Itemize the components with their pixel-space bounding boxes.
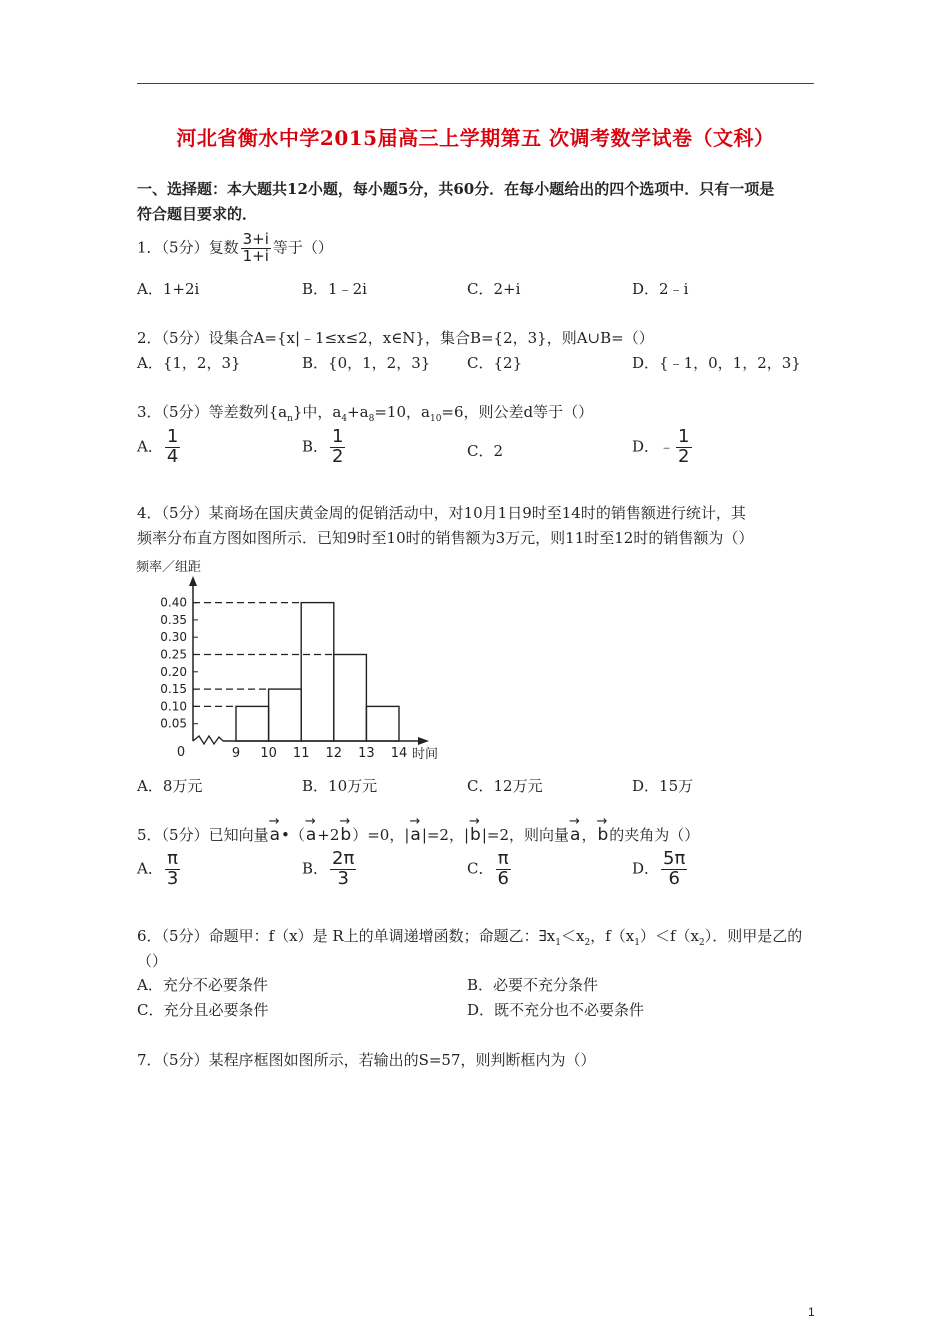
q5-text-2: •（: [281, 826, 305, 844]
q3-opt-b-frac: [330, 428, 345, 467]
q3-opt-a-num: 1: [166, 426, 179, 447]
q5-opt-d-frac: [661, 850, 687, 889]
q3-text-4: =10，a: [374, 403, 430, 421]
q6-text-5: ）．则甲是乙的: [704, 927, 803, 945]
y-tick-label-4: 0.20: [160, 664, 187, 679]
q5-vector-b-2: → b: [469, 825, 482, 845]
q5-text-6: |=2，则向量: [481, 826, 570, 844]
q5-opt-c-den: 6: [497, 867, 509, 889]
q6-sub-1: 1: [555, 938, 561, 948]
q3-text-2: }中，a: [292, 403, 342, 421]
q3-option-c: [467, 440, 503, 461]
q5-text-1: 5．（5分）已知向量: [137, 826, 269, 844]
q5-opt-b-frac: [330, 850, 356, 889]
q3-sub-4: 4: [341, 414, 348, 424]
question-1: [137, 232, 333, 265]
q5-opt-c-frac: [495, 850, 510, 889]
q3-opt-d-label: D．: [632, 437, 660, 456]
q1-option-c: C．2+i: [467, 280, 521, 298]
q5-opt-b-num: 2π: [332, 848, 355, 869]
x-axis-label: 时间: [412, 747, 439, 762]
q5-text-5: |=2，|: [421, 826, 470, 844]
q3-opt-c-label: C．: [467, 442, 494, 460]
q5-vector-a-3: → a: [409, 825, 421, 845]
q3-sub-8: 8: [368, 414, 375, 424]
question-3: [137, 401, 593, 424]
q4-option-b: B．10万元: [302, 777, 378, 795]
q5-option-b: [302, 850, 358, 889]
q2-option-d: D．{﹣1，0，1，2，3}: [632, 354, 801, 372]
q4-option-c: C．12万元: [467, 777, 543, 795]
q5-vector-b-3: → b: [596, 825, 609, 845]
q5-text-7: ，: [581, 826, 597, 844]
q3-sub-10: 10: [429, 414, 442, 424]
q5-opt-a-frac: [165, 850, 180, 889]
q5-text-3: +2: [317, 826, 340, 844]
q4-option-d: D．15万: [632, 777, 694, 795]
x-tick-label-13: 13: [358, 746, 375, 761]
q1-option-d: D．2﹣i: [632, 280, 689, 298]
x-tick-label-11: 11: [292, 746, 310, 761]
q5-option-a: [137, 850, 182, 889]
q3-option-a: [137, 428, 182, 467]
q5-option-c: [467, 850, 513, 889]
page-title: 河北省衡水中学2015届高三上学期第五 次调考数学试卷（文科）: [176, 126, 775, 150]
q5-vector-a-2: → a: [305, 825, 317, 845]
q5-option-d: [632, 850, 689, 889]
q6-sub-4: 2: [698, 938, 705, 948]
y-tick-label-2: 0.10: [160, 699, 187, 714]
histogram-bar-12-13: [334, 655, 367, 742]
question-6-line2: （）: [137, 952, 168, 970]
q3-opt-a-frac: [165, 428, 180, 467]
q1-frac-num: 3+i: [242, 230, 269, 248]
x-tick-label-9: 9: [231, 746, 241, 761]
q3-option-d: [632, 428, 694, 467]
x-tick-label-10: 10: [260, 746, 277, 761]
q6-option-d: D．既不充分也不必要条件: [467, 1001, 645, 1019]
q5-opt-a-label: A．: [137, 859, 163, 878]
q6-sub-3: 1: [634, 938, 640, 948]
y-axis-arrow: [189, 576, 197, 586]
histogram-bar-13-14: [366, 706, 399, 741]
page-number: 1: [808, 1305, 815, 1319]
q6-option-a: A．充分不必要条件: [137, 976, 268, 994]
q1-prefix: 1．（5分）复数: [137, 238, 239, 257]
q1-suffix: 等于（）: [272, 238, 333, 257]
q3-text-5: =6，则公差d等于（）: [441, 403, 594, 421]
q5-opt-c-label: C．: [467, 859, 494, 878]
q4-option-a: A．8万元: [137, 777, 203, 795]
q5-opt-d-den: 6: [668, 867, 680, 889]
q3-opt-d-num: 1: [678, 426, 690, 447]
q5-opt-b-den: 3: [337, 867, 349, 889]
q3-opt-a-label: A．: [137, 437, 163, 456]
q5-opt-b-label: B．: [302, 859, 329, 878]
y-tick-label-8: 0.40: [160, 595, 187, 610]
question-6-line1: [137, 925, 802, 948]
frequency-histogram: [130, 556, 450, 768]
q3-opt-d-frac: [676, 428, 691, 467]
question-7: 7．（5分）某程序框图如图所示，若输出的S=57，则判断框内为（）: [137, 1051, 596, 1069]
q5-opt-d-num: 5π: [663, 848, 686, 869]
q1-frac-den: 1+i: [242, 246, 269, 265]
question-5: [137, 824, 699, 845]
y-axis-label: 频率／组距: [136, 560, 202, 575]
q3-opt-c-value: 2: [493, 442, 504, 460]
q6-text-2: ＜x: [561, 927, 585, 945]
x-axis-arrow: [418, 737, 429, 745]
histogram-bar-10-11: [269, 689, 302, 741]
y-tick-label-6: 0.30: [160, 630, 187, 645]
axis-break-mark: [193, 736, 223, 744]
q6-text-4: ）＜f（x: [639, 927, 699, 945]
q3-opt-b-den: 2: [332, 445, 344, 467]
question-4-line1: 4．（5分）某商场在国庆黄金周的促销活动中，对10月1日9时至14时的销售额进行统计，其: [137, 504, 746, 522]
q1-fraction: [241, 232, 271, 265]
q6-option-b: B．必要不充分条件: [467, 976, 599, 994]
q2-option-c: C．{2}: [467, 354, 523, 372]
x-tick-label-14: 14: [390, 746, 408, 761]
q6-option-c: C．充分且必要条件: [137, 1001, 269, 1019]
q5-vector-a-4: → a: [569, 825, 581, 845]
q5-text-8: 的夹角为（）: [609, 826, 700, 844]
y-tick-label-1: 0.05: [160, 716, 187, 731]
y-tick-label-7: 0.35: [160, 612, 187, 627]
q6-text-1: 6．（5分）命题甲：f（x）是 R上的单调递增函数；命题乙：∃x: [137, 927, 556, 945]
q5-opt-a-num: π: [167, 848, 178, 869]
q5-vector-b: → b: [339, 825, 352, 845]
q6-text-3: ，f（x: [590, 927, 635, 945]
q3-option-b: [302, 428, 347, 467]
q5-opt-a-den: 3: [166, 867, 179, 889]
q3-opt-b-label: B．: [302, 437, 329, 456]
x-tick-label-12: 12: [325, 746, 343, 761]
question-2: 2．（5分）设集合A={x|﹣1≤x≤2，x∈N}，集合B={2，3}，则A∪B=（）: [137, 329, 654, 347]
origin-label: 0: [176, 745, 186, 760]
q3-sub-n: n: [287, 414, 293, 424]
histogram-bar-9-10: [236, 706, 269, 741]
q2-option-a: A．{1，2，3}: [137, 354, 241, 372]
q1-option-a: A．1+2i: [137, 280, 200, 298]
section-heading-line1: 一、选择题：本大题共12小题，每小题5分，共60分．在每小题给出的四个选项中．只有一项是: [137, 180, 775, 198]
q3-text-3: +a: [347, 403, 369, 421]
q6-sub-2: 2: [584, 938, 591, 948]
q3-text-1: 3．（5分）等差数列{a: [137, 403, 288, 421]
q5-opt-d-label: D．: [632, 859, 660, 878]
q3-opt-d-sign: ﹣: [659, 437, 675, 456]
q5-opt-c-num: π: [497, 848, 509, 869]
q2-option-b: B．{0，1，2，3}: [302, 354, 431, 372]
section-heading-line2: 符合题目要求的．: [137, 205, 258, 223]
q5-vector-a: → a: [269, 825, 281, 845]
q1-option-b: B．1﹣2i: [302, 280, 367, 298]
y-tick-label-3: 0.15: [160, 682, 187, 697]
question-4-line2: 频率分布直方图如图所示．已知9时至10时的销售额为3万元，则11时至12时的销售额为（）: [137, 529, 754, 547]
q3-opt-b-num: 1: [332, 426, 344, 447]
histogram-bar-11-12: [301, 603, 334, 741]
header-rule: [137, 83, 814, 84]
y-tick-label-5: 0.25: [160, 647, 187, 662]
q5-text-4: ）=0，|: [352, 826, 410, 844]
q3-opt-d-den: 2: [678, 445, 690, 467]
q3-opt-a-den: 4: [166, 445, 179, 467]
